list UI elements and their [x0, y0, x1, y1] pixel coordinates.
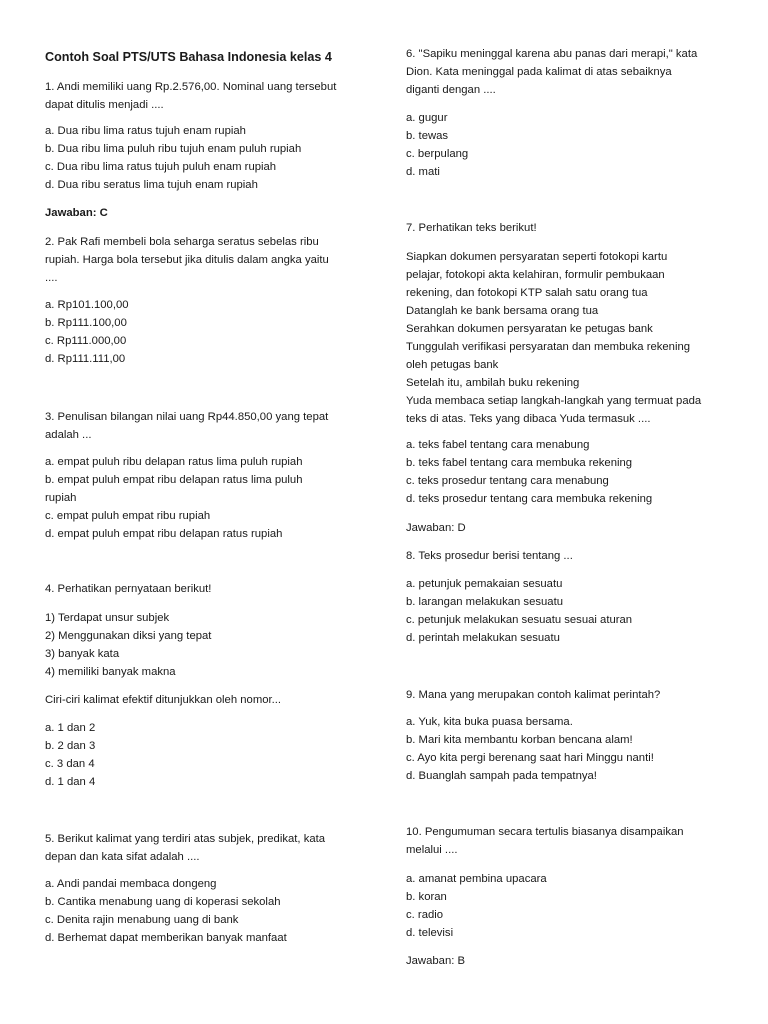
q9-options-line-3: c. Ayo kita pergi berenang saat hari Minggu nanti!	[406, 752, 654, 764]
q6-question-line-3: diganti dengan ....	[406, 84, 496, 96]
q5-options-line-2: b. Cantika menabung uang di koperasi sekolah	[45, 896, 281, 908]
q1-options-line-2: b. Dua ribu lima puluh ribu tujuh enam puluh rupiah	[45, 143, 302, 155]
q6-options	[406, 109, 736, 181]
q3-options-line-5: d. empat puluh empat ribu delapan ratus rupiah	[45, 528, 283, 540]
q10-options-line-2: b. koran	[406, 891, 447, 903]
q5-options-line-1: a. Andi pandai membaca dongeng	[45, 878, 217, 890]
q3-options-line-4: c. empat puluh empat ribu rupiah	[45, 510, 211, 522]
q2-options-line-2: b. Rp111.100,00	[45, 317, 127, 329]
q8-question-line-1: 8. Teks prosedur berisi tentang ...	[406, 550, 573, 562]
q2-question-line-1: 2. Pak Rafi membeli bola seharga seratus sebelas ribu	[45, 236, 319, 248]
q4-prompt: Ciri-ciri kalimat efektif ditunjukkan oleh nomor...	[45, 694, 282, 706]
q10-question	[406, 823, 736, 859]
q4-statements-line-4: 4) memiliki banyak makna	[45, 666, 176, 678]
q5-question	[45, 830, 375, 866]
q7-passage-line-9: Yuda membaca setiap langkah-langkah yang termuat pada	[406, 395, 702, 407]
q4-options-line-1: a. 1 dan 2	[45, 722, 96, 734]
q9-question-line-1: 9. Mana yang merupakan contoh kalimat perintah?	[406, 689, 661, 701]
document-title: Contoh Soal PTS/UTS Bahasa Indonesia kelas 4	[45, 50, 332, 64]
q1-options-line-3: c. Dua ribu lima ratus tujuh puluh enam rupiah	[45, 161, 277, 173]
q8-question	[406, 547, 736, 565]
q9-options-line-4: d. Buanglah sampah pada tempatnya!	[406, 770, 597, 782]
q4-options-line-4: d. 1 dan 4	[45, 776, 96, 788]
q7-passage-line-4: Datanglah ke bank bersama orang tua	[406, 305, 599, 317]
q7-passage-line-1: Siapkan dokumen persyaratan seperti fotokopi kartu	[406, 251, 668, 263]
q10-answer: Jawaban: B	[406, 955, 466, 967]
q1-answer: Jawaban: C	[45, 207, 108, 219]
q7-options-line-4: d. teks prosedur tentang cara membuka rekening	[406, 493, 653, 505]
q6-options-line-2: b. tewas	[406, 130, 449, 142]
q5-options	[45, 875, 375, 947]
q7-options	[406, 436, 736, 508]
q10-options-line-3: c. radio	[406, 909, 444, 921]
q7-passage-line-5: Serahkan dokumen persyaratan ke petugas bank	[406, 323, 653, 335]
q9-options	[406, 713, 736, 785]
q6-question-line-2: Dion. Kata meninggal pada kalimat di atas sebaiknya	[406, 66, 672, 78]
q3-question-line-2: adalah ...	[45, 429, 92, 441]
q3-options-line-2: b. empat puluh empat ribu delapan ratus lima puluh	[45, 474, 303, 486]
q3-question	[45, 408, 375, 444]
q4-options-line-2: b. 2 dan 3	[45, 740, 96, 752]
q3-question-line-1: 3. Penulisan bilangan nilai uang Rp44.850,00 yang tepat	[45, 411, 329, 423]
q3-options-line-1: a. empat puluh ribu delapan ratus lima puluh rupiah	[45, 456, 303, 468]
q10-options-line-1: a. amanat pembina upacara	[406, 873, 547, 885]
q2-question-line-3: ....	[45, 272, 58, 284]
q5-question-line-1: 5. Berikut kalimat yang terdiri atas subjek, predikat, kata	[45, 833, 326, 845]
q7-options-line-2: b. teks fabel tentang cara membuka rekening	[406, 457, 633, 469]
q2-question-line-2: rupiah. Harga bola tersebut jika ditulis dalam angka yaitu	[45, 254, 329, 266]
q9-options-line-1: a. Yuk, kita buka puasa bersama.	[406, 716, 573, 728]
q8-options-line-3: c. petunjuk melakukan sesuatu sesuai aturan	[406, 614, 633, 626]
q2-options-line-1: a. Rp101.100,00	[45, 299, 129, 311]
q7-passage-line-10: teks di atas. Teks yang dibaca Yuda termasuk ....	[406, 413, 651, 425]
q10-options-line-4: d. televisi	[406, 927, 454, 939]
q2-question	[45, 233, 375, 287]
q1-question-line-2: dapat ditulis menjadi ....	[45, 99, 164, 111]
q7-passage-line-2: pelajar, fotokopi akta kelahiran, formulir pembukaan	[406, 269, 665, 281]
q10-options	[406, 870, 736, 942]
q3-options-line-3: rupiah	[45, 492, 77, 504]
q7-answer: Jawaban: D	[406, 522, 466, 534]
q6-options-line-4: d. mati	[406, 166, 440, 178]
q10-question-line-2: melalui ....	[406, 844, 458, 856]
q4-question-line-1: 4. Perhatikan pernyataan berikut!	[45, 583, 212, 595]
q7-options-line-1: a. teks fabel tentang cara menabung	[406, 439, 590, 451]
q2-options-line-3: c. Rp111.000,00	[45, 335, 127, 347]
q7-options-line-3: c. teks prosedur tentang cara menabung	[406, 475, 609, 487]
q1-question-line-1: 1. Andi memiliki uang Rp.2.576,00. Nominal uang tersebut	[45, 81, 337, 93]
q5-question-line-2: depan dan kata sifat adalah ....	[45, 851, 200, 863]
q7-passage-line-6: Tunggulah verifikasi persyaratan dan membuka rekening	[406, 341, 691, 353]
q5-options-line-3: c. Denita rajin menabung uang di bank	[45, 914, 239, 926]
q4-statements-line-1: 1) Terdapat unsur subjek	[45, 612, 170, 624]
q4-options-line-3: c. 3 dan 4	[45, 758, 95, 770]
q9-question	[406, 686, 736, 704]
q6-question	[406, 45, 736, 99]
q7-passage-line-7: oleh petugas bank	[406, 359, 499, 371]
q2-options	[45, 296, 375, 368]
q8-options-line-2: b. larangan melakukan sesuatu	[406, 596, 564, 608]
q6-question-line-1: 6. "Sapiku meninggal karena abu panas dari merapi," kata	[406, 48, 698, 60]
q7-question-line-1: 7. Perhatikan teks berikut!	[406, 222, 537, 234]
q6-options-line-3: c. berpulang	[406, 148, 469, 160]
q9-options-line-2: b. Mari kita membantu korban bencana alam!	[406, 734, 633, 746]
q1-options-line-1: a. Dua ribu lima ratus tujuh enam rupiah	[45, 125, 246, 137]
q8-options-line-1: a. petunjuk pemakaian sesuatu	[406, 578, 563, 590]
q4-options	[45, 719, 375, 791]
q8-options-line-4: d. perintah melakukan sesuatu	[406, 632, 560, 644]
q4-statements	[45, 609, 375, 681]
q3-options	[45, 453, 375, 543]
q4-statements-line-2: 2) Menggunakan diksi yang tepat	[45, 630, 212, 642]
q2-options-line-4: d. Rp111.111,00	[45, 353, 126, 365]
q1-question	[45, 78, 375, 114]
q7-passage	[406, 248, 736, 428]
q4-question	[45, 580, 375, 598]
q10-question-line-1: 10. Pengumuman secara tertulis biasanya disampaikan	[406, 826, 684, 838]
q4-statements-line-3: 3) banyak kata	[45, 648, 120, 660]
q8-options	[406, 575, 736, 647]
q7-question	[406, 219, 736, 237]
q7-passage-line-8: Setelah itu, ambilah buku rekening	[406, 377, 580, 389]
q5-options-line-4: d. Berhemat dapat memberikan banyak manfaat	[45, 932, 287, 944]
q1-options	[45, 122, 375, 194]
q7-passage-line-3: rekening, dan fotokopi KTP salah satu orang tua	[406, 287, 648, 299]
q6-options-line-1: a. gugur	[406, 112, 448, 124]
q1-options-line-4: d. Dua ribu seratus lima tujuh enam rupiah	[45, 179, 258, 191]
